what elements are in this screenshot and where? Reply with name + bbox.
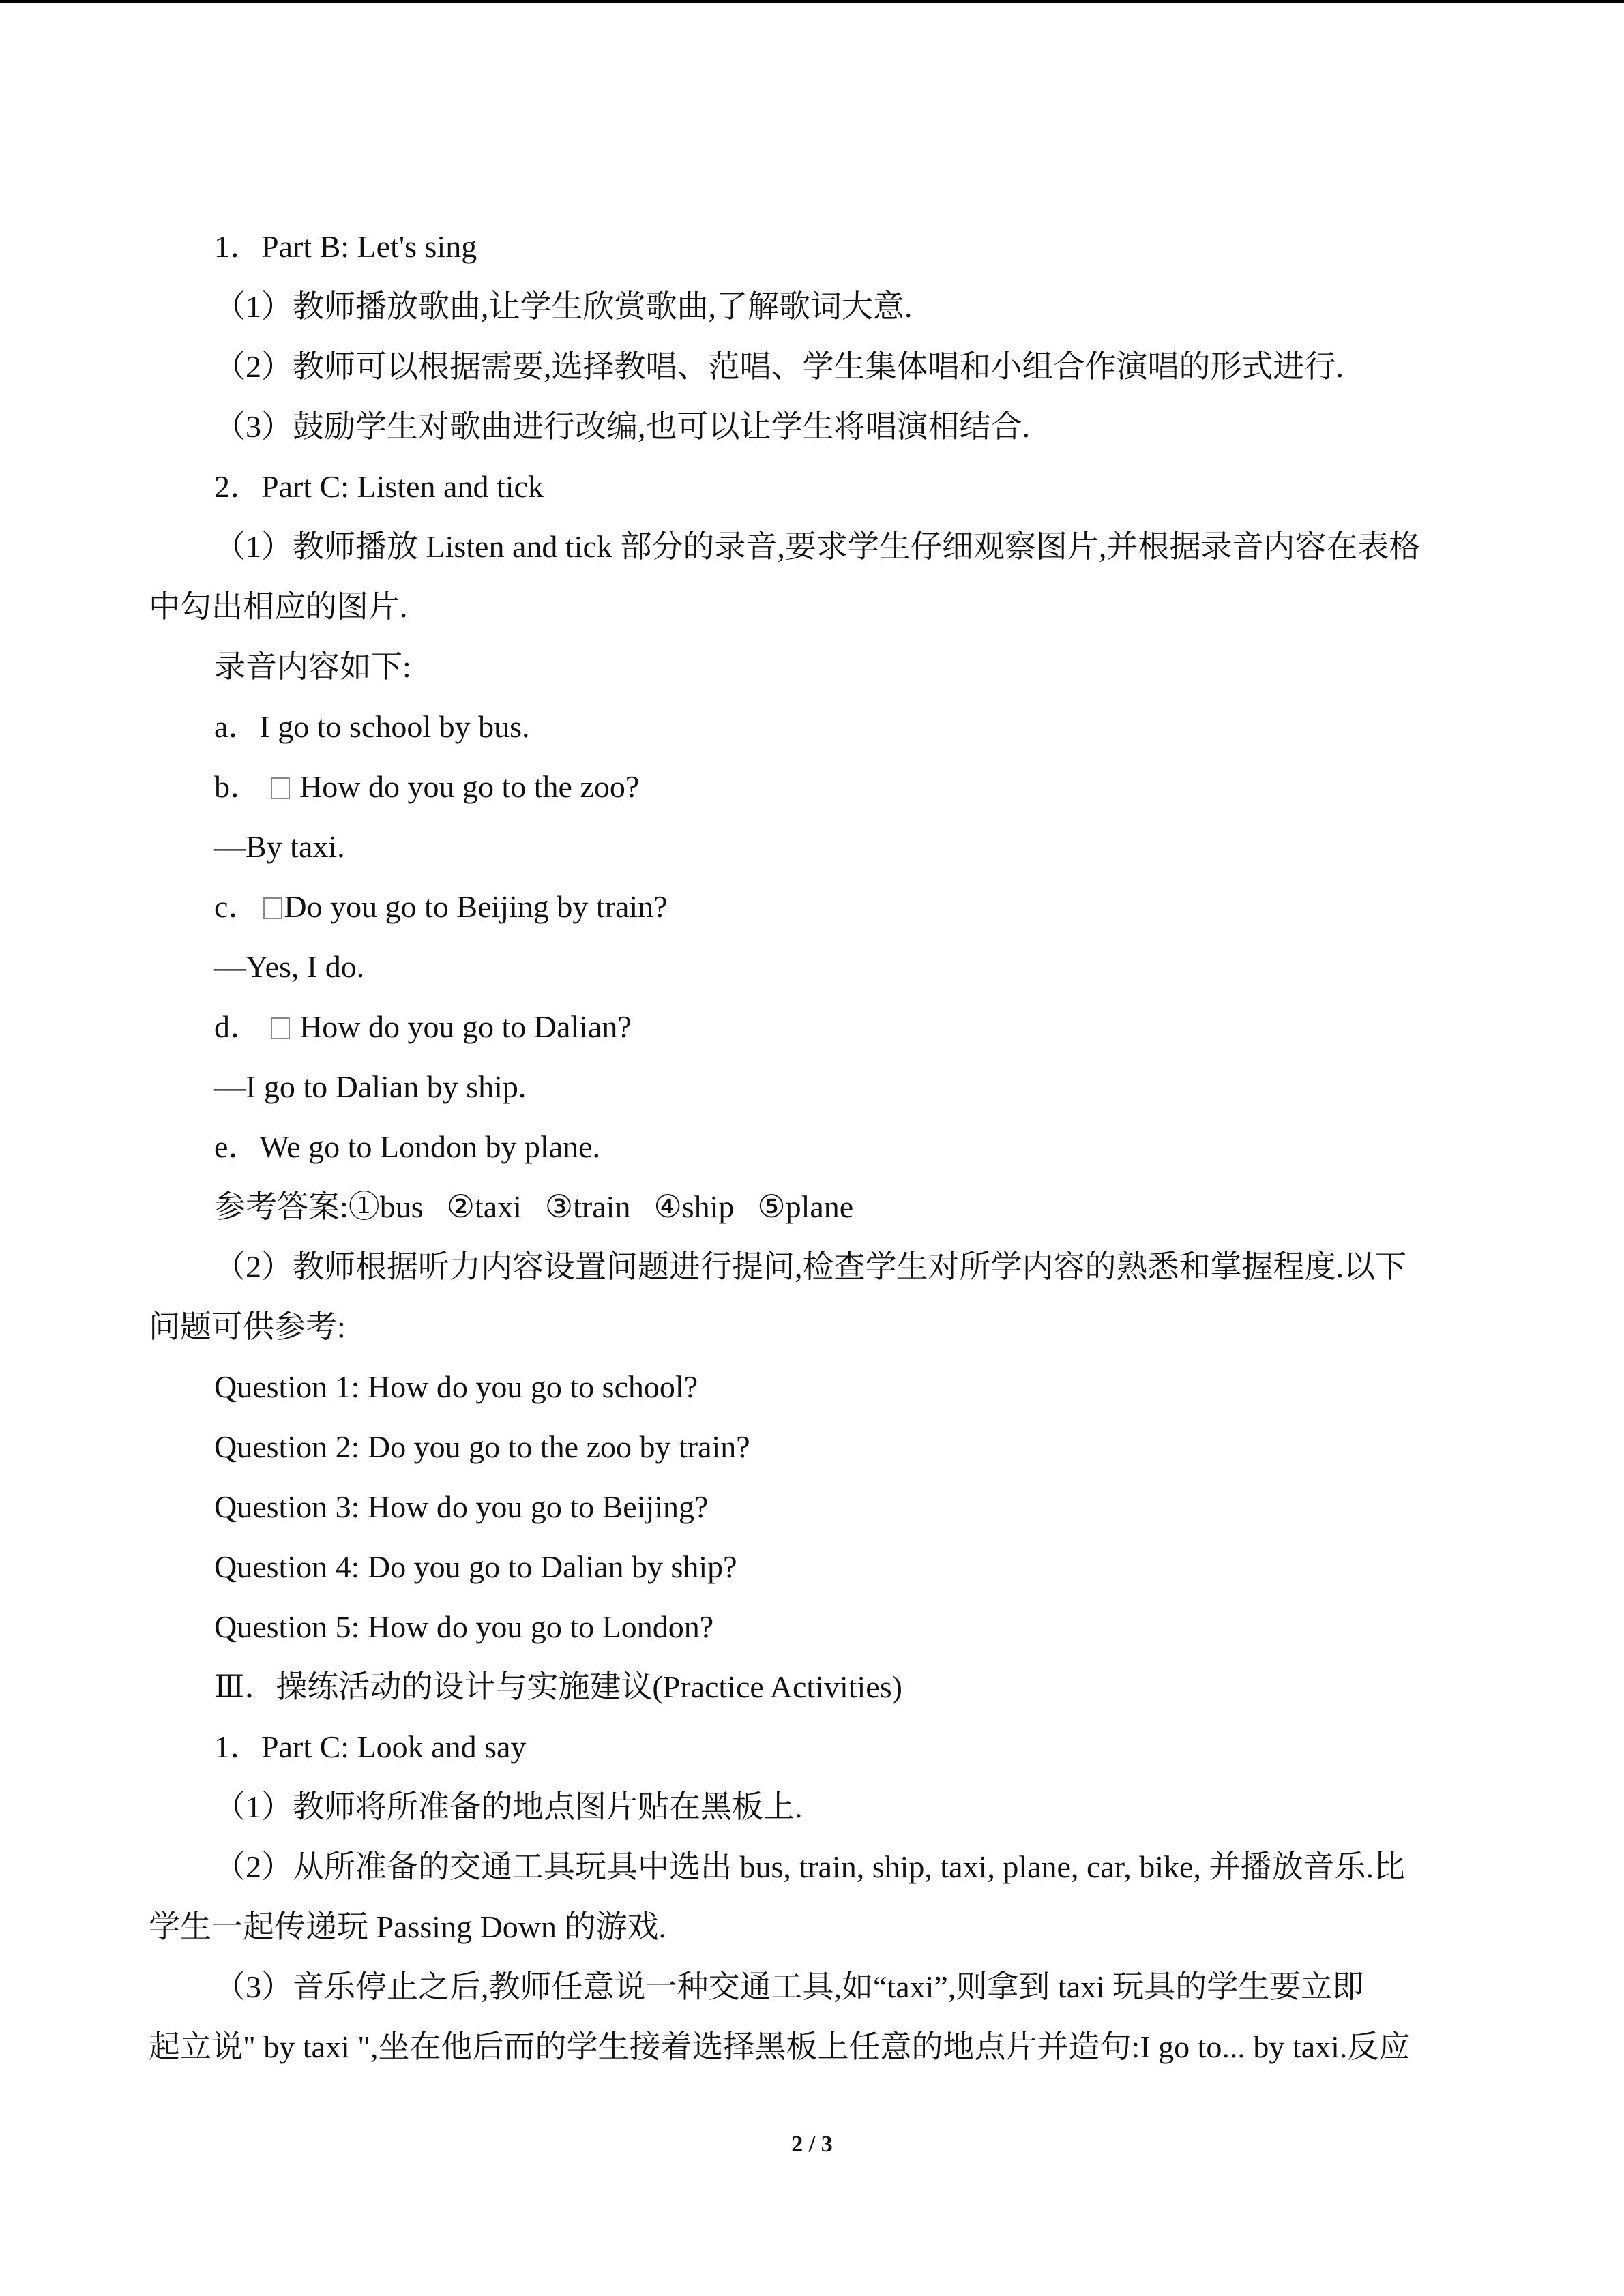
transcript-label: 录音内容如下:: [214, 649, 411, 684]
transcript-line: e．We go to London by plane.: [214, 1129, 601, 1164]
document-body: [149, 217, 1480, 2077]
item-text: How do you go to Dalian?: [299, 1009, 632, 1044]
paragraph: （1）教师播放歌曲,让学生欣赏歌曲,了解歌词大意.: [214, 289, 913, 324]
answer: ⑤plane: [757, 1189, 854, 1224]
missing-glyph-box: [263, 897, 282, 919]
question: Question 4: Do you go to Dalian by ship?: [214, 1549, 737, 1584]
transcript-line: a．I go to school by bus.: [214, 709, 530, 744]
section-heading: Ⅲ．操练活动的设计与实施建议(Practice Activities): [214, 1669, 902, 1704]
answer: ④ship: [653, 1189, 735, 1224]
paragraph: （1）教师将所准备的地点图片贴在黑板上.: [214, 1789, 803, 1824]
transcript-line: [149, 997, 1480, 1057]
paragraph-line: （2）教师根据听力内容设置问题进行提问,检查学生对所学内容的熟悉和掌握程度.以下: [214, 1249, 1406, 1284]
transcript-line: —By taxi.: [214, 829, 345, 864]
item-part-c-heading: 2．Part C: Listen and tick: [214, 469, 544, 504]
paragraph-line: 问题可供参考:: [149, 1309, 346, 1344]
question: Question 5: How do you go to London?: [214, 1609, 714, 1644]
item-prefix: d．: [214, 1009, 261, 1044]
question: Question 1: How do you go to school?: [214, 1369, 698, 1404]
paragraph-line: （1）教师播放 Listen and tick 部分的录音,要求学生仔细观察图片,并根据录音内容在表格: [214, 529, 1421, 564]
transcript-line: [149, 757, 1480, 817]
item-part-b-heading: 1．Part B: Let's sing: [214, 229, 477, 264]
paragraph: （3）鼓励学生对歌曲进行改编,也可以让学生将唱演相结合.: [214, 409, 1030, 444]
paragraph-line: 中勾出相应的图片.: [149, 589, 408, 624]
paragraph: （2）教师可以根据需要,选择教唱、范唱、学生集体唱和小组合作演唱的形式进行.: [214, 349, 1344, 384]
transcript-line: —Yes, I do.: [214, 949, 365, 984]
item-text: Do you go to Beijing by train?: [284, 889, 668, 924]
reference-answers: [149, 1177, 1480, 1237]
paragraph-line: （3）音乐停止之后,教师任意说一种交通工具,如“taxi”,则拿到 taxi 玩具的学生要立即: [214, 1969, 1364, 2004]
missing-glyph-box: [271, 1017, 290, 1039]
paragraph-line: （2）从所准备的交通工具玩具中选出 bus, train, ship, taxi, plane, car, bike, 并播放音乐.比: [214, 1849, 1405, 1884]
answer: ③train: [544, 1189, 631, 1224]
top-border-line: [0, 0, 1624, 3]
answer: ①bus: [348, 1189, 424, 1224]
paragraph-line: 学生一起传递玩 Passing Down 的游戏.: [149, 1909, 667, 1944]
missing-glyph-box: [271, 777, 290, 799]
question: Question 2: Do you go to the zoo by train?: [214, 1429, 750, 1464]
question: Question 3: How do you go to Beijing?: [214, 1489, 709, 1524]
item-prefix: b．: [214, 769, 261, 804]
answer: ②taxi: [446, 1189, 522, 1224]
transcript-line: —I go to Dalian by ship.: [214, 1069, 527, 1104]
page-number: 2 / 3: [791, 2132, 833, 2157]
item-prefix: c．: [214, 889, 260, 924]
paragraph-line: 起立说" by taxi ",坐在他后而的学生接着选择黑板上任意的地点片并造句:I go to... by taxi.反应: [149, 2029, 1411, 2064]
answers-label: 参考答案:: [214, 1189, 349, 1224]
item-text: How do you go to the zoo?: [299, 769, 640, 804]
transcript-line: [149, 877, 1480, 937]
item-look-and-say-heading: 1．Part C: Look and say: [214, 1729, 527, 1764]
